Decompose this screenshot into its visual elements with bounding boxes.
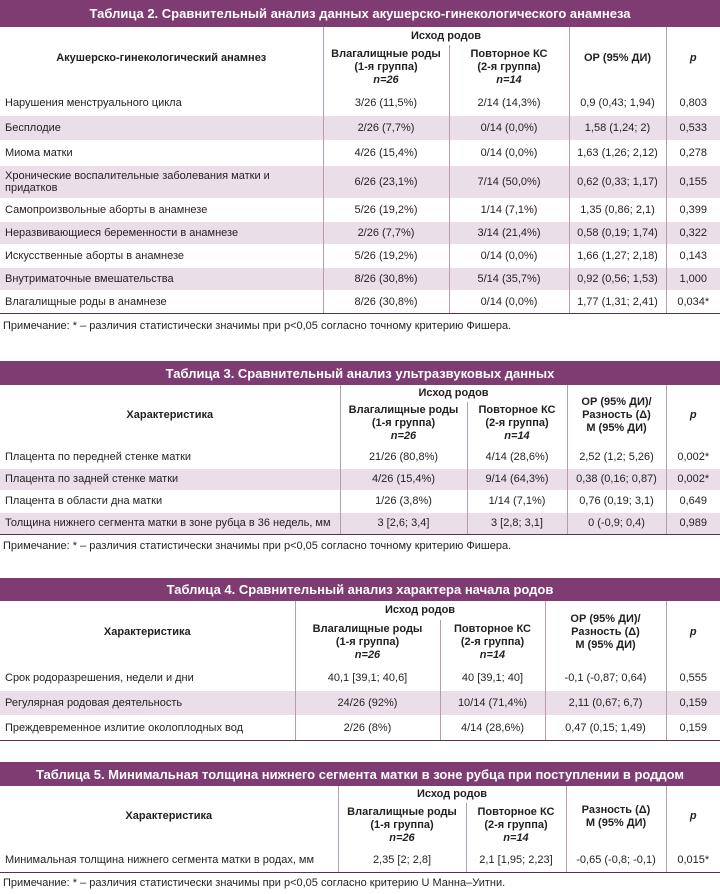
col-header-characteristic: Характеристика: [126, 408, 214, 421]
table-row: Преждевременное излитие околоплодных вод 2/26 (8%) 4/14 (28,6%) 0,47 (0,15; 1,49) 0,159: [0, 715, 720, 740]
col-header-or-diff: ОР (95% ДИ)/ Разность (Δ) М (95% ДИ): [545, 601, 666, 665]
table-4-body: [0, 665, 720, 740]
col-header-or: ОР (95% ДИ): [569, 27, 666, 90]
table-row: Неразвивающиеся беременности в анамнезе 2/26 (7,7%) 3/14 (21,4%) 0,58 (0,19; 1,74) 0,322: [0, 221, 720, 244]
table-5-note: Примечание: * – различия статистически значимы при p<0,05 согласно критерию U Манна–Уитни.: [3, 876, 506, 889]
col-header-outcome: Исход родов: [340, 385, 567, 402]
table-row: Срок родоразрешения, недели и дни 40,1 [39,1; 40,6] 40 [39,1; 40] -0,1 (-0,87; 0,64) 0,555: [0, 665, 720, 690]
col-header-p: p: [666, 27, 720, 90]
col-header-group1: Влагалищные роды (1-я группа) n=26: [340, 402, 467, 446]
table-4: [0, 578, 720, 741]
table-3-note: Примечание: * – различия статистически значимы при p<0,05 согласно точному критерию Фишера.: [3, 539, 512, 552]
col-header-group1: Влагалищные роды (1-я группа) n=26: [295, 620, 440, 665]
table-row: Плацента по передней стенке матки 21/26 (80,8%) 4/14 (28,6%) 2,52 (1,2; 5,26) 0,002*: [0, 446, 720, 468]
table-3: [0, 361, 720, 557]
table-row: Минимальная толщина нижнего сегмента матки в родах, мм 2,35 [2; 2,8] 2,1 [1,95; 2,23] -0,65 (-0,8; -0,1) 0,015*: [0, 848, 720, 872]
table-2-body: [0, 90, 720, 313]
col-header-group2: Повторное КС (2-я группа) n=14: [440, 620, 545, 665]
table-row: Толщина нижнего сегмента матки в зоне рубца в 36 недель, мм 3 [2,6; 3,4] 3 [2,8; 3,1] 0 (-0,9; 0,4) 0,989: [0, 512, 720, 534]
col-header-p: p: [666, 385, 720, 446]
table-2-title: Таблица 2. Сравнительный анализ данных акушерско-гинекологического анамнеза: [0, 0, 720, 27]
col-header-characteristic: Акушерско-гинекологический анамнез: [56, 51, 267, 64]
table-3-header: [0, 385, 720, 446]
table-row: Влагалищные роды в анамнезе 8/26 (30,8%) 0/14 (0,0%) 1,77 (1,31; 2,41) 0,034*: [0, 290, 720, 313]
table-row: Хронические воспалительные заболевания матки и придатков 6/26 (23,1%) 7/14 (50,0%) 0,62 (0,33; 1,17) 0,155: [0, 165, 720, 198]
col-header-characteristic: Характеристика: [103, 626, 191, 639]
table-row: Плацента по задней стенке матки 4/26 (15,4%) 9/14 (64,3%) 0,38 (0,16; 0,87) 0,002*: [0, 468, 720, 490]
table-3-body: [0, 446, 720, 534]
col-header-characteristic: Характеристика: [125, 810, 213, 823]
table-row: Миома матки 4/26 (15,4%) 0/14 (0,0%) 1,63 (1,26; 2,12) 0,278: [0, 140, 720, 165]
col-header-p: p: [666, 786, 720, 848]
table-2-grid: [0, 27, 720, 314]
table-3-grid: [0, 385, 720, 535]
col-header-outcome: Исход родов: [323, 27, 569, 45]
table-5: [0, 762, 720, 894]
col-header-diff: Разность (Δ) М (95% ДИ): [566, 786, 666, 848]
table-row: Плацента в области дна матки 1/26 (3,8%) 1/14 (7,1%) 0,76 (0,19; 3,1) 0,649: [0, 490, 720, 512]
table-5-body: [0, 848, 720, 872]
col-header-group2: Повторное КС (2-я группа) n=14: [467, 402, 567, 446]
table-5-grid: [0, 786, 720, 873]
table-row: Регулярная родовая деятельность 24/26 (92%) 10/14 (71,4%) 2,11 (0,67; 6,7) 0,159: [0, 690, 720, 715]
table-2: [0, 0, 720, 339]
col-header-group2: Повторное КС (2-я группа) n=14: [449, 45, 569, 90]
col-header-outcome: Исход родов: [295, 601, 545, 620]
col-header-group1: Влагалищные роды (1-я группа) n=26: [338, 803, 466, 848]
table-4-grid: [0, 601, 720, 741]
table-5-header: [0, 786, 720, 848]
col-header-group1: Влагалищные роды (1-я группа) n=26: [323, 45, 449, 90]
col-header-group2: Повторное КС (2-я группа) n=14: [466, 803, 566, 848]
col-header-or-diff: ОР (95% ДИ)/ Разность (Δ) М (95% ДИ): [567, 385, 666, 446]
col-header-outcome: Исход родов: [338, 786, 566, 803]
table-4-title: Таблица 4. Сравнительный анализ характера начала родов: [0, 578, 720, 601]
table-4-header: [0, 601, 720, 665]
table-row: Искусственные аборты в анамнезе 5/26 (19,2%) 0/14 (0,0%) 1,66 (1,27; 2,18) 0,143: [0, 244, 720, 267]
table-5-title: Таблица 5. Минимальная толщина нижнего сегмента матки в зоне рубца при поступлении в роддом: [0, 762, 720, 786]
table-row: Самопроизвольные аборты в анамнезе 5/26 (19,2%) 1/14 (7,1%) 1,35 (0,86; 2,1) 0,399: [0, 198, 720, 221]
table-2-header: [0, 27, 720, 90]
table-row: Нарушения менструального цикла 3/26 (11,5%) 2/14 (14,3%) 0,9 (0,43; 1,94) 0,803: [0, 90, 720, 115]
table-row: Бесплодие 2/26 (7,7%) 0/14 (0,0%) 1,58 (1,24; 2) 0,533: [0, 115, 720, 140]
col-header-p: p: [666, 601, 720, 665]
table-row: Внутриматочные вмешательства 8/26 (30,8%) 5/14 (35,7%) 0,92 (0,56; 1,53) 1,000: [0, 267, 720, 290]
table-2-note: Примечание: * – различия статистически значимы при p<0,05 согласно точному критерию Фишера.: [3, 319, 512, 332]
table-3-title: Таблица 3. Сравнительный анализ ультразвуковых данных: [0, 361, 720, 385]
